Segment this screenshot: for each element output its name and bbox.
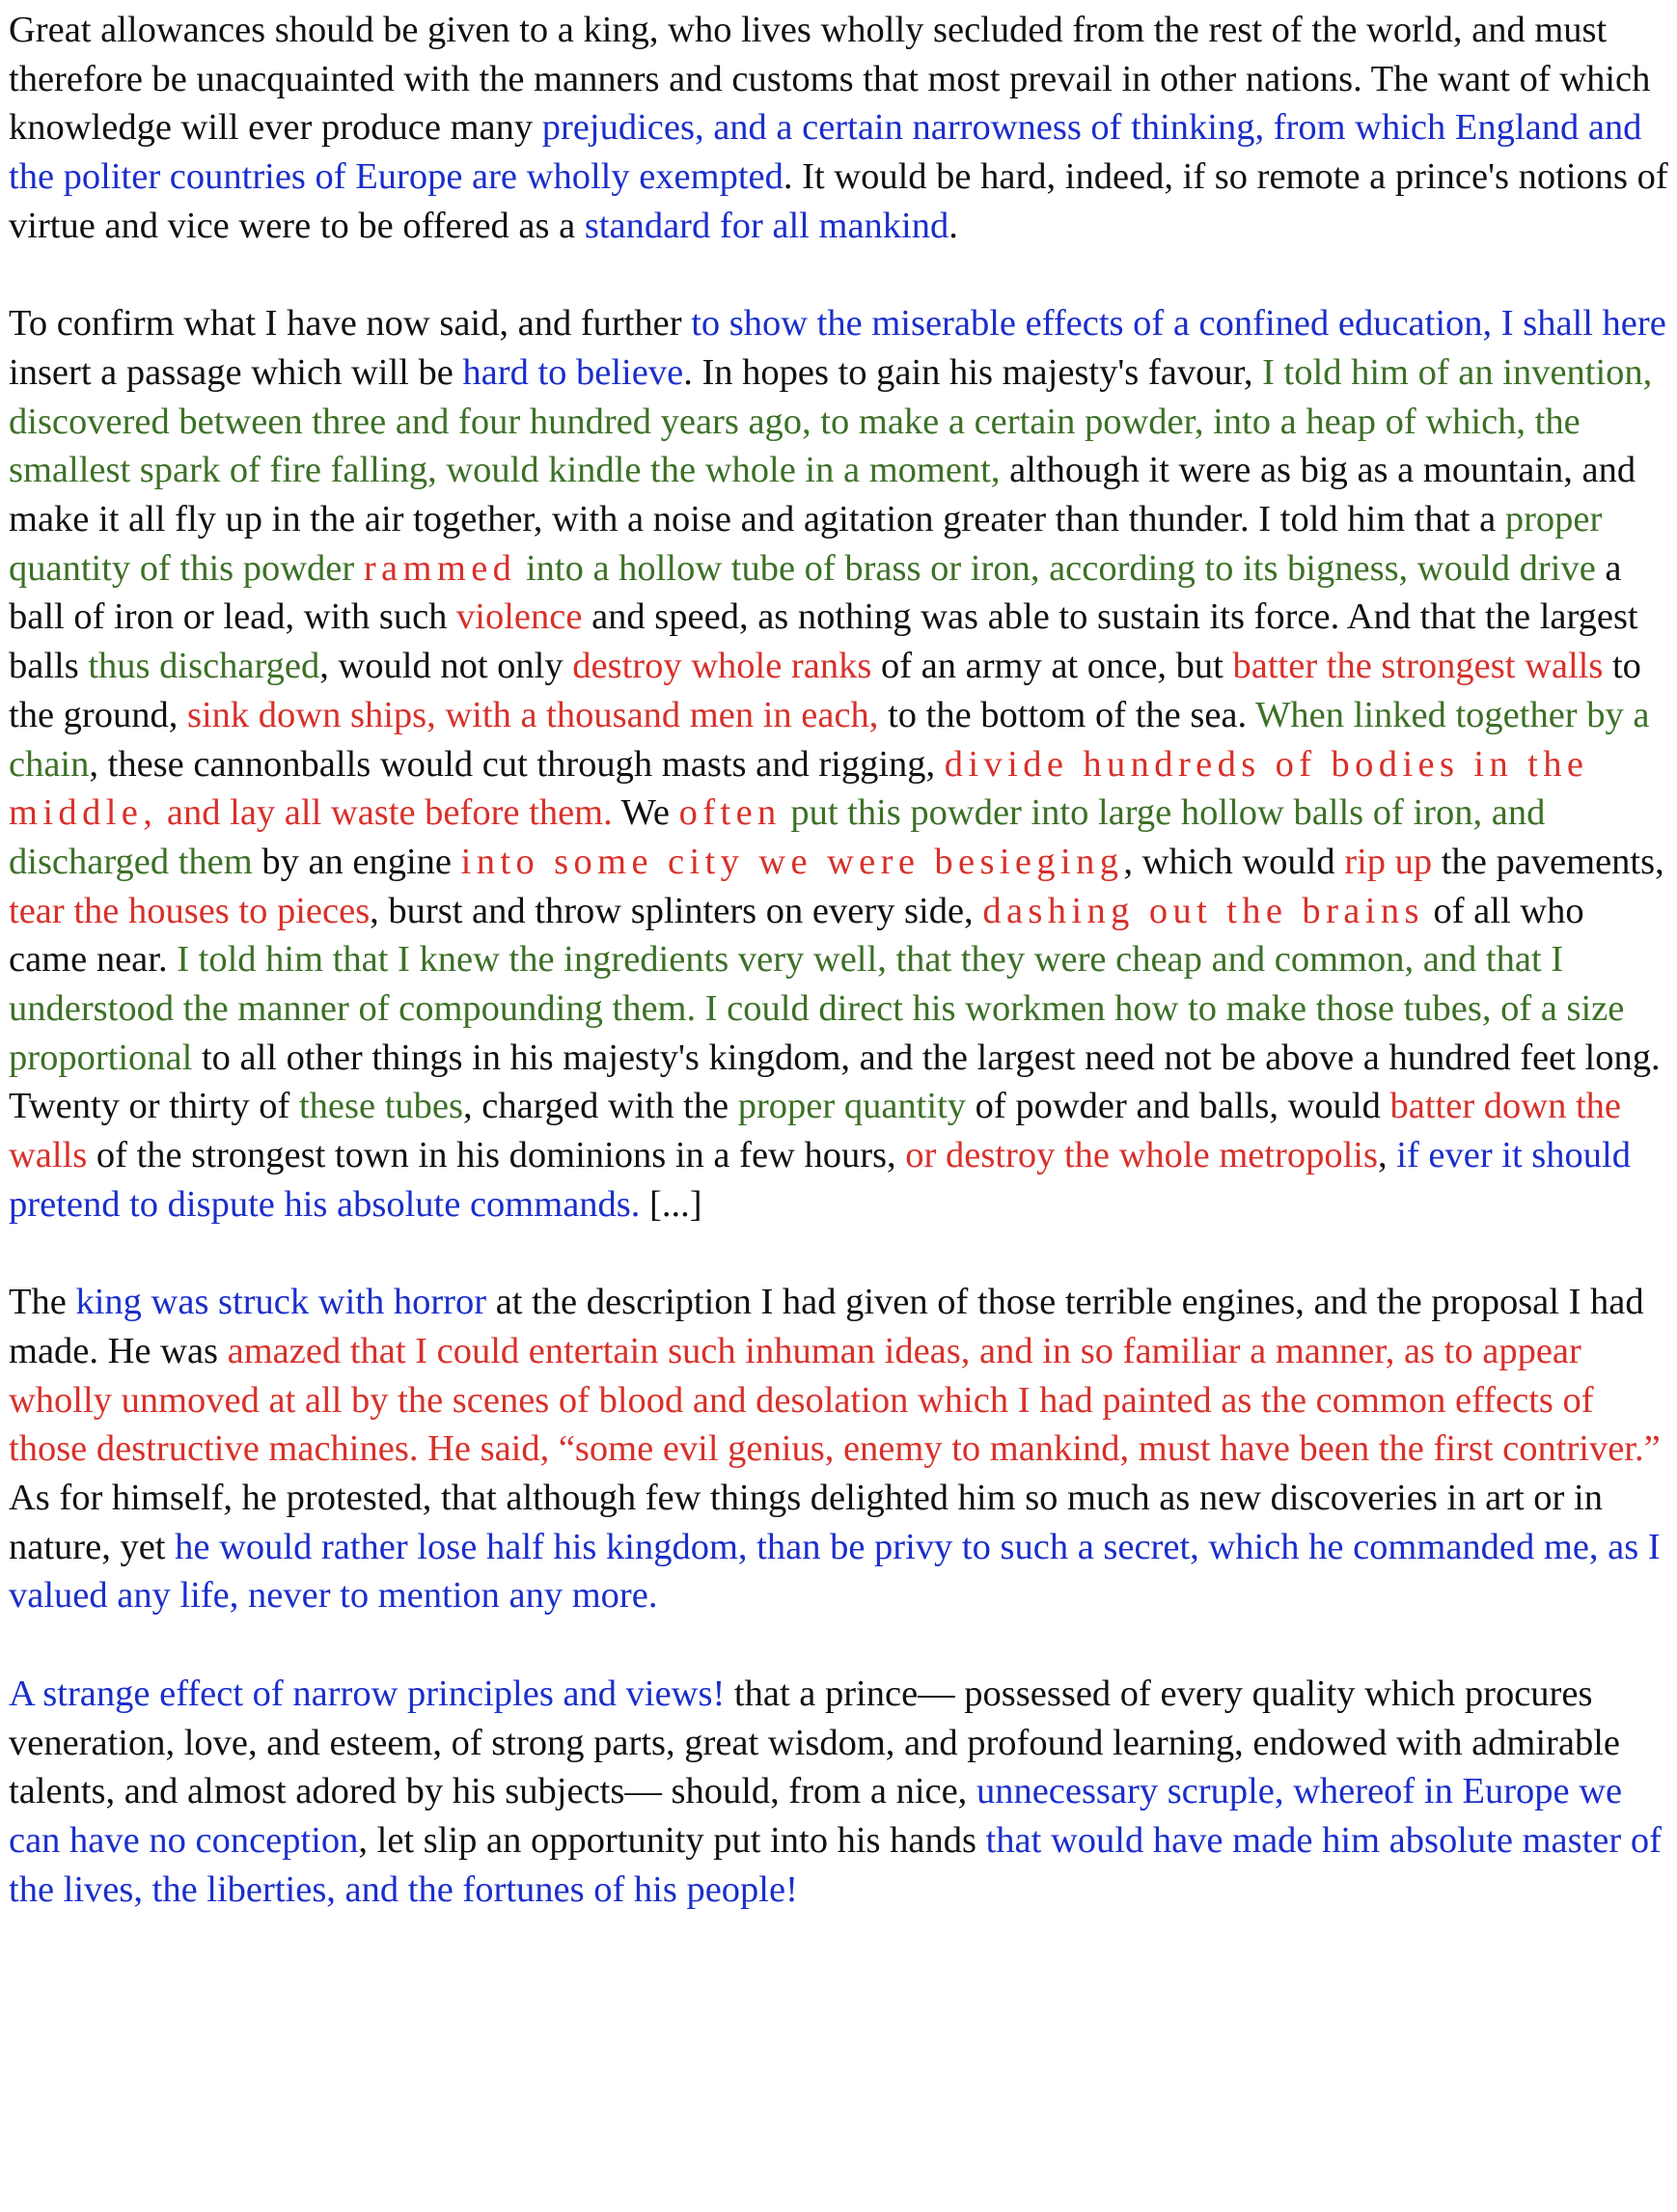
text-segment: , these cannonballs would cut through masts and rigging,: [89, 743, 945, 785]
text-segment: proper quantity: [737, 1086, 967, 1127]
text-segment: . In hopes to gain his majesty's favour,: [683, 351, 1263, 393]
text-segment: The: [9, 1282, 76, 1323]
text-segment: , charged with the: [462, 1086, 738, 1127]
text-segment: a ball of iron or lead, with such: [9, 547, 1622, 638]
text-segment: tear the houses to pieces: [9, 890, 371, 931]
text-segment: of powder and balls, would: [966, 1086, 1390, 1127]
text-segment: I told him of an invention, discovered between three and four hundred years ago, to make a certain powder, into a heap of which, the smallest spark of fire falling, would kindle the whole in a moment,: [9, 351, 1653, 491]
text-segment: thus discharged: [88, 646, 320, 687]
paragraph: [9, 299, 1669, 1229]
text-segment: batter down the walls: [9, 1086, 1621, 1176]
text-segment: by an engine: [252, 841, 461, 882]
text-segment: To confirm what I have now said, and further: [9, 303, 692, 345]
text-segment: proper quantity of this powder: [9, 499, 1603, 589]
text-segment: We: [612, 792, 679, 834]
text-segment: When linked together by a chain: [9, 694, 1650, 785]
text-segment: and lay all waste before them.: [157, 792, 613, 834]
text-segment: to show the miserable effects of a confined education, I shall here: [691, 303, 1666, 345]
paragraph: [9, 1278, 1669, 1620]
text-segment: to the bottom of the sea.: [878, 694, 1256, 735]
text-segment: at the description I had given of those terrible engines, and the proposal I had made. He was: [9, 1282, 1644, 1371]
text-segment: sink down ships, with a thousand men in each,: [186, 694, 879, 735]
text-segment: these tubes: [298, 1086, 463, 1127]
text-segment: [...]: [640, 1183, 702, 1225]
text-segment: into some city we were besieging: [460, 841, 1124, 882]
text-segment: into a hollow tube of brass or iron, according to its bigness, would drive: [516, 547, 1596, 589]
text-segment: A strange effect of narrow principles and views!: [9, 1673, 726, 1714]
text-segment: hard to believe: [462, 351, 684, 393]
text-segment: often: [678, 792, 782, 834]
text-segment: , which would: [1123, 841, 1345, 882]
text-segment: he would rather lose half his kingdom, than be privy to such a secret, which he commanded me, as I valued any life, never to mention any more.: [9, 1526, 1661, 1617]
text-segment: to all other things in his majesty's kingdom, and the largest need not be above a hundred feet long. Twenty or thirty of: [9, 1037, 1661, 1127]
text-segment: if ever it should pretend to dispute his absolute commands.: [9, 1135, 1631, 1225]
text-segment: I told him that I knew the ingredients very well, that they were cheap and common, and that I understood the manner of compounding them. I could direct his workmen how to make those tubes, of a size proportional: [9, 939, 1625, 1078]
text-segment: king was struck with horror: [75, 1282, 487, 1323]
text-segment: and speed, as nothing was able to sustain its force. And that the largest balls: [9, 596, 1638, 687]
text-segment: prejudices, and a certain narrowness of thinking, from which England and the politer countries of Europe are wholly exempted: [9, 107, 1642, 198]
text-segment: Great allowances should be given to a king, who lives wholly secluded from the rest of the world, and must therefore be unacquainted with the manners and customs that most prevail in other nations. The want of which knowledge will ever produce many: [9, 10, 1651, 149]
text-segment: rip up: [1344, 841, 1433, 882]
text-segment: . It would be hard, indeed, if so remote a prince's notions of virtue and vice were to be offered as a: [9, 156, 1668, 246]
text-segment: that a prince— possessed of every quality which procures veneration, love, and esteem, of strong parts, great wisdom, and profound learning, endowed with admirable talents, and almost adored by his subjects— should, from a nice,: [9, 1673, 1620, 1812]
text-segment: the pavements,: [1432, 841, 1664, 882]
text-segment: standard for all mankind: [584, 205, 949, 246]
text-segment: , burst and throw splinters on every side,: [370, 890, 983, 931]
paragraph: [9, 1670, 1669, 1915]
text-segment: amazed that I could entertain such inhuman ideas, and in so familiar a manner, as to appear wholly unmoved at all by the scenes of blood and desolation which I had painted as the common effects of those destructive machines. He said, “some evil genius, enemy to mankind, must have been the first contriver.”: [9, 1330, 1661, 1470]
text-segment: or destroy the whole metropolis: [905, 1135, 1378, 1176]
text-segment: that would have made him absolute master of the lives, the liberties, and the fortunes of his people!: [9, 1819, 1662, 1910]
text-segment: , let slip an opportunity put into his hands: [358, 1819, 986, 1861]
text-segment: of the strongest town in his dominions in a few hours,: [87, 1135, 906, 1176]
text-segment: As for himself, he protested, that although few things delighted him so much as new discoveries in art or in nature, yet: [9, 1478, 1603, 1567]
text-segment: insert a passage which will be: [9, 351, 463, 393]
text-segment: to the ground,: [9, 646, 1641, 735]
text-segment: of all who came near.: [9, 890, 1584, 981]
text-segment: although it were as big as a mountain, and make it all fly up in the air together, with a noise and agitation greater than thunder. I told him that a: [9, 450, 1636, 540]
text-segment: destroy whole ranks: [572, 646, 872, 687]
text-segment: , would not only: [319, 646, 573, 687]
text-segment: rammed: [363, 547, 517, 589]
text-segment: of an army at once, but: [871, 646, 1233, 687]
text-segment: .: [948, 205, 958, 246]
text-segment: dashing out the brains: [982, 890, 1424, 931]
text-segment: unnecessary scruple, whereof in Europe we can have no conception: [9, 1771, 1623, 1861]
text-segment: divide hundreds of bodies in the middle,: [9, 743, 1589, 834]
text-segment: put this powder into large hollow balls of iron, and discharged them: [9, 792, 1546, 882]
text-segment: violence: [456, 596, 583, 638]
paragraph: [9, 6, 1669, 251]
text-segment: batter the strongest walls: [1232, 646, 1604, 687]
text-segment: ,: [1378, 1135, 1397, 1176]
